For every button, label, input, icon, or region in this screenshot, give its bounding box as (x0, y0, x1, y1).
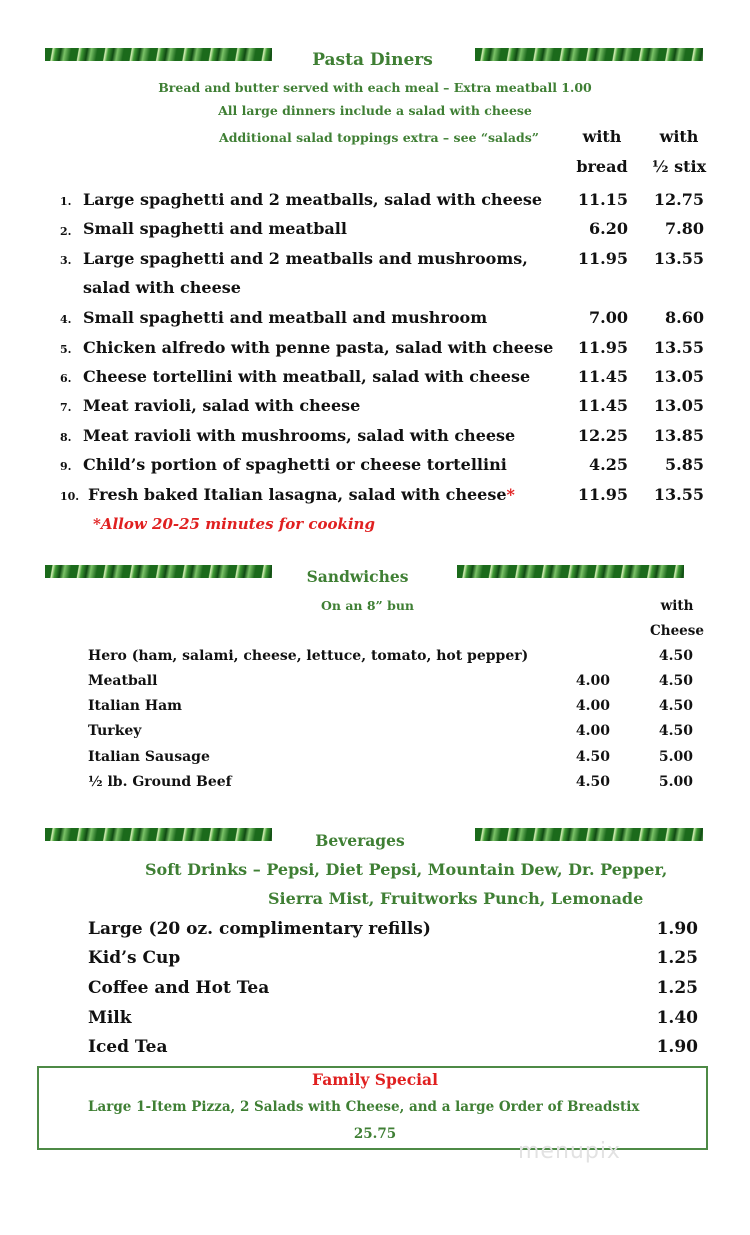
soft-drinks-line: Soft Drinks – Pepsi, Diet Pepsi, Mountain Dew, Dr. Pepper, (145, 860, 668, 879)
price-plain: 4.00 (575, 698, 610, 714)
price-with-stix: 13.55 (653, 249, 704, 268)
sandwich-name: ½ lb. Ground Beef (88, 774, 232, 790)
decorative-bar (45, 828, 272, 841)
sandwich-name: Meatball (88, 673, 158, 689)
price-plain: 4.50 (575, 774, 610, 790)
item-number: 2. (60, 225, 72, 238)
price-with-stix: 13.55 (653, 485, 704, 504)
price-with-cheese: 4.50 (658, 648, 693, 664)
item-name: Child’s portion of spaghetti or cheese tortellini (83, 455, 507, 474)
beverage-name: Milk (88, 1008, 132, 1028)
beverages-title: Beverages (315, 831, 405, 850)
price-with-bread: 12.25 (577, 426, 628, 445)
sandwich-name: Hero (ham, salami, cheese, lettuce, tomato, hot pepper) (88, 648, 529, 664)
item-number: 4. (60, 313, 72, 326)
price-with-bread: 11.45 (577, 367, 628, 386)
price-with-stix: 12.75 (653, 190, 704, 209)
item-name: Large spaghetti and 2 meatballs and mushrooms, (83, 249, 528, 268)
decorative-bar (45, 48, 272, 61)
decorative-bar (45, 565, 272, 578)
item-name-text: Fresh baked Italian lasagna, salad with cheese (88, 485, 507, 504)
price-with-stix: 13.55 (653, 338, 704, 357)
price-with-cheese: 5.00 (658, 774, 693, 790)
price-with-stix: 8.60 (665, 308, 704, 327)
price-plain: 4.50 (575, 749, 610, 765)
item-name: Large spaghetti and 2 meatballs, salad with cheese (83, 190, 543, 209)
price-with-stix: 13.05 (653, 367, 704, 386)
price-plain: 4.00 (575, 673, 610, 689)
price-with-cheese: 4.50 (658, 673, 693, 689)
cooking-asterisk: * (506, 485, 515, 504)
sandwich-name: Italian Ham (88, 698, 182, 714)
beverage-price: 1.90 (656, 1037, 698, 1057)
price-with-bread: 11.95 (577, 249, 628, 268)
price-with-bread: 11.15 (577, 190, 628, 209)
pasta-title: Pasta Diners (312, 50, 433, 70)
item-name: Small spaghetti and meatball and mushroom (83, 308, 488, 327)
col-header: ½ stix (651, 157, 707, 176)
beverage-price: 1.90 (656, 919, 698, 939)
decorative-bar (475, 48, 703, 61)
col-header: Cheese (650, 623, 704, 639)
price-with-stix: 13.05 (653, 396, 704, 415)
item-number: 3. (60, 254, 72, 267)
watermark-logo: menupix (518, 1139, 621, 1164)
col-header: with (659, 127, 699, 146)
item-name: Chicken alfredo with penne pasta, salad with cheese (83, 338, 554, 357)
price-plain: 4.00 (575, 723, 610, 739)
item-number: 10. (60, 490, 80, 503)
item-number: 7. (60, 401, 72, 414)
beverage-name: Coffee and Hot Tea (88, 978, 270, 998)
pasta-note: Additional salad toppings extra – see “salads” (219, 130, 539, 145)
item-number: 6. (60, 372, 72, 385)
price-with-cheese: 4.50 (658, 698, 693, 714)
price-with-bread: 7.00 (589, 308, 628, 327)
pasta-note: Bread and butter served with each meal – Extra meatball 1.00 (158, 80, 592, 95)
cooking-note: *Allow 20-25 minutes for cooking (93, 515, 375, 533)
item-name-cont: salad with cheese (83, 278, 241, 297)
beverage-price: 1.25 (656, 978, 698, 998)
beverage-price: 1.40 (656, 1008, 698, 1028)
sandwiches-title: Sandwiches (306, 567, 409, 586)
price-with-bread: 4.25 (589, 455, 628, 474)
item-name: Cheese tortellini with meatball, salad with cheese (83, 367, 531, 386)
item-name: Small spaghetti and meatball (83, 219, 347, 238)
price-with-stix: 5.85 (665, 455, 704, 474)
beverage-name: Large (20 oz. complimentary refills) (88, 919, 431, 939)
family-special-title: Family Special (312, 1070, 438, 1089)
family-special-description: Large 1-Item Pizza, 2 Salads with Cheese, and a large Order of Breadstix (88, 1099, 640, 1115)
item-name: Meat ravioli, salad with cheese (83, 396, 361, 415)
beverage-name: Kid’s Cup (88, 948, 181, 968)
col-header: with (660, 598, 694, 614)
col-header: with (582, 127, 622, 146)
item-number: 5. (60, 343, 72, 356)
price-with-stix: 7.80 (665, 219, 704, 238)
price-with-bread: 11.95 (577, 338, 628, 357)
item-number: 1. (60, 195, 72, 208)
price-with-cheese: 4.50 (658, 723, 693, 739)
item-number: 8. (60, 431, 72, 444)
beverage-name: Iced Tea (88, 1037, 168, 1057)
price-with-bread: 11.45 (577, 396, 628, 415)
price-with-bread: 11.95 (577, 485, 628, 504)
item-name: Meat ravioli with mushrooms, salad with cheese (83, 426, 516, 445)
soft-drinks-line: Sierra Mist, Fruitworks Punch, Lemonade (268, 889, 644, 908)
item-number: 9. (60, 460, 72, 473)
sandwiches-subtitle: On an 8” bun (320, 598, 415, 613)
decorative-bar (457, 565, 684, 578)
price-with-cheese: 5.00 (658, 749, 693, 765)
decorative-bar (475, 828, 703, 841)
sandwich-name: Turkey (88, 723, 142, 739)
price-with-bread: 6.20 (589, 219, 628, 238)
pasta-note: All large dinners include a salad with cheese (218, 103, 532, 118)
family-special-price: 25.75 (353, 1126, 397, 1142)
col-header: bread (576, 157, 628, 176)
sandwich-name: Italian Sausage (88, 749, 210, 765)
price-with-stix: 13.85 (653, 426, 704, 445)
beverage-price: 1.25 (656, 948, 698, 968)
item-name (88, 485, 515, 504)
